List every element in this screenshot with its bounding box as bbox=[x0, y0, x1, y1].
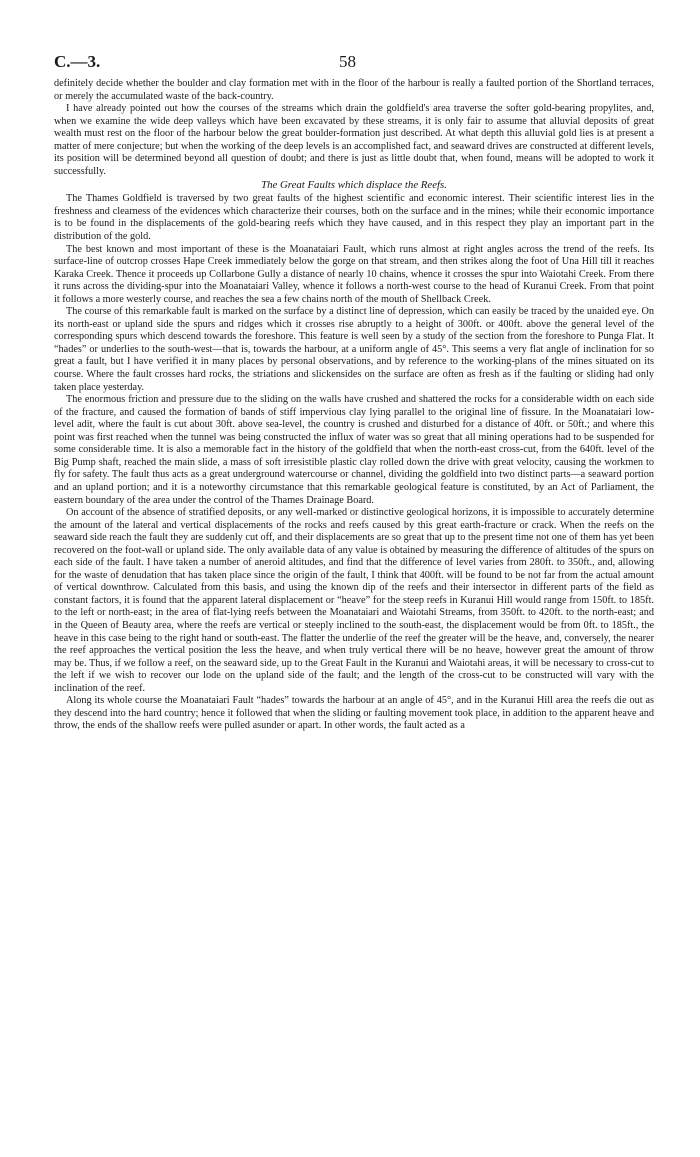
paragraph-alluvial-gold: I have already pointed out how the courses of the streams which drain the goldfield's area traverse the softer gold-bearing propylites, and, when we examine the wide deep valleys which have been excavated by these streams, it is only fair to assume that alluvial deposits of great wealth must rest on the floor of the harbour below the great boulder-formation just described. At what depth this alluvial gold lies is at present a matter of mere conjecture; but when the working of the deep levels is an accomplished fact, and seaward drives are constructed at different levels, its position will be determined beyond all question of doubt; and there is just as little doubt that, when found, means will be adopted to work it successfully. bbox=[54, 103, 654, 177]
paragraph-two-great-faults: The Thames Goldfield is traversed by two great faults of the highest scientific and economic interest. Their scientific interest lies in the freshness and clearness of the evidences which characterize their courses, both on the surface and in the mines; while their economic importance is to be found in the displacements of the gold-bearing reefs which they have caused, and in this respect they play an important part in the distribution of the gold. bbox=[54, 193, 654, 243]
paragraph-friction-and-pressure: The enormous friction and pressure due to the sliding on the walls have crushed and shattered the rocks for a considerable width on each side of the fracture, and caused the formation of bands of stiff impervious clay lying parallel to the original line of fissure. In the Moanataiari low-level adit, where the fault is cut about 30ft. above sea-level, the country is crushed and disturbed for a distance of 40ft. or 50ft.; and where this point was first reached when the tunnel was being constructed the influx of water was so great that all mining operations had to be suspended for some considerable time. It is also a memorable fact in the history of the goldfield that when the north-east cross-cut, from the 640ft. level of the Big Pump shaft, reached the main slide, a mass of soft irresistible plastic clay rolled down the drive with great velocity, causing the workmen to fly for safety. The fault thus acts as a great underground watercourse or channel, dividing the goldfield into two distinct parts—a seaward portion and an upland portion; and it is a noteworthy circumstance that this remarkable geological feature is constituted, by an Act of Parliament, the eastern boundary of the area under the control of the Thames Drainage Board. bbox=[54, 394, 654, 506]
paragraph-continued: definitely decide whether the boulder and clay formation met with in the floor of the harbour is really a faulted portion of the Shortland terraces, or merely the accumulated waste of the back-country. bbox=[54, 78, 654, 102]
paragraph-line-of-depression: The course of this remarkable fault is marked on the surface by a distinct line of depression, which can easily be traced by the unaided eye. On its north-east or upland side the spurs and ridges which it crosses rise abruptly to a height of 300ft. or 400ft. above the general level of the corresponding spurs which descend towards the foreshore. This feature is well seen by a study of the section from the foreshore to Punga Flat. It “hades” or underlies to the south-west—that is, towards the harbour, at a uniform angle of 45°. This seems a very flat angle of inclination for so great a fault, but I have verified it in many places by personal observations, and by reference to the working-plans of the mines situated on its course. Where the fault crosses hard rocks, the striations and slickensides on the surface are often as fresh as if the faulting or sliding had only taken place yesterday. bbox=[54, 306, 654, 393]
report-reference: C.—3. bbox=[54, 52, 101, 71]
page-header bbox=[54, 52, 654, 78]
paragraph-moanataiari-fault-course: The best known and most important of these is the Moanataiari Fault, which runs almost at right angles across the trend of the reefs. Its surface-line of outcrop crosses Hape Creek immediately below the gorge on that stream, and then strikes along the foot of Una Hill till it reaches Karaka Creek. Thence it proceeds up Collarbone Gully a distance of nearly 10 chains, whence it crosses the spur into Waiotahi Creek. From there it runs across the dividing-spur into the Moanataiari Valley, whence it follows a north-west course to the head of Kuranui Creek. From that point it follows a more westerly course, and reaches the sea a few chains north of the mouth of Shellback Creek. bbox=[54, 243, 654, 305]
section-heading: The Great Faults which displace the Reefs. bbox=[261, 179, 447, 192]
document-body bbox=[54, 78, 654, 733]
page-number: 58 bbox=[339, 52, 356, 71]
paragraph-displacements: On account of the absence of stratified deposits, or any well-marked or distinctive geological horizons, it is impossible to accurately determine the amount of the lateral and vertical displacements of the rocks and reefs caused by this great earth-fracture or crack. When the reefs on the seaward side reach the fault they are suddenly cut off, and their displacements are so great that up to the present time not one of them has yet been recovered on the foot-wall or upland side. The only available data of any value is obtained by measuring the difference of altitudes of the spurs on each side of the fault. I have taken a number of aneroid altitudes, and find that the difference of level varies from 280ft. to 350ft., and, allowing for the waste of denudation that has taken place since the origin of the fault, I think that 400ft. will be found to be not far from the actual amount of vertical downthrow. Calculated from this basis, and using the known dip of the reefs and their intersector in different parts of the field as constant factors, it is found that the apparent lateral displacement or “heave” for the steep reefs in Kuranui Hill would range from 150ft. to 185ft. to the left or north-east; in the area of flat-lying reefs between the Moanataiari and Waiotahi Streams, from 350ft. to 420ft. to the north-east; and in the Queen of Beauty area, where the reefs are vertical or steeply inclined to the south-east, the displacement would be from 0ft. to 185ft., the heave in this case being to the right hand or south-east. The flatter the underlie of the reef the greater will be the heave, and, conversely, the nearer the reef approaches the vertical position the less the heave, and when truly vertical there will be no heave, however great the amount of throw may be. Thus, if we follow a reef, on the seaward side, up to the Great Fault in the Kuranui and Waiotahi areas, it will be necessary to cross-cut to the left if we wish to recover our lode on the upland side of the fault; and the length of the cross-cut to be constructed will vary with the inclination of the reef. bbox=[54, 507, 654, 694]
paragraph-hades-towards-harbour: Along its whole course the Moanataiari Fault “hades” towards the harbour at an angle of 45°, and in the Kuranui Hill area the reefs die out as they descend into the hard country; hence it followed that when the sliding or faulting movement took place, in addition to the apparent heave and throw, the ends of the shallow reefs were pulled asunder or apart. In other words, the fault acted as a bbox=[54, 695, 654, 732]
document-page bbox=[54, 52, 654, 733]
